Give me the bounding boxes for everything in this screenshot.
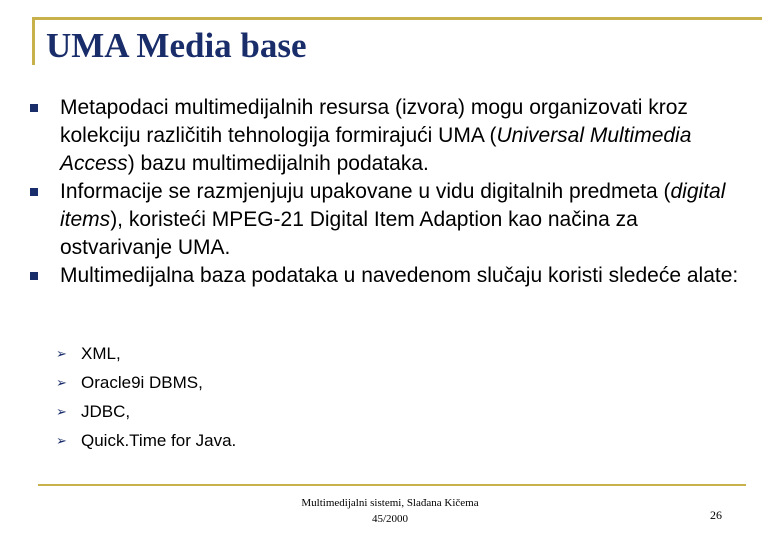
footer-credit [250, 495, 530, 527]
sub-item-text: JDBC, [81, 402, 131, 421]
sub-bullet-list [56, 339, 236, 455]
bullet-item [30, 262, 750, 290]
bullet-text-part: Metapodaci multimedijalnih resursa (izvora) mogu organizovati kroz kolekciju različitih tehnologija formirajući UMA ( [60, 96, 688, 147]
bullet-text-italic: Universal Multimedia Access [60, 124, 692, 175]
sub-list-item [56, 339, 236, 368]
bullet-item [30, 178, 750, 262]
arrow-bullet-icon: ➢ [56, 375, 67, 390]
bullet-text-part: Informacije se razmjenjuju upakovane u vidu digitalnih predmeta ( [60, 180, 671, 203]
square-bullet-icon [30, 272, 38, 280]
frame-top-border [32, 17, 762, 20]
sub-list-item [56, 426, 236, 455]
bullet-list [30, 94, 750, 290]
footer-divider [38, 484, 746, 486]
sub-item-text: Oracle9i DBMS, [81, 373, 203, 392]
footer-line-2: 45/2000 [371, 513, 409, 525]
bullet-text-part: ) bazu multimedijalnih podataka. [127, 152, 429, 175]
page-number: 26 [710, 508, 722, 522]
sub-list-item [56, 397, 236, 426]
square-bullet-icon [30, 188, 38, 196]
sub-item-text: Quick.Time for Java. [81, 431, 237, 450]
bullet-text-part: Multimedijalna baza podataka u navedenom slučaju koristi sledeće alate: [60, 264, 739, 287]
sub-list-item [56, 368, 236, 397]
frame-left-border [32, 17, 35, 65]
bullet-text-italic: digital items [60, 180, 726, 231]
slide-title: UMA Media base [46, 26, 307, 65]
sub-item-text: XML, [81, 344, 121, 363]
arrow-bullet-icon: ➢ [56, 433, 67, 448]
square-bullet-icon [30, 104, 38, 112]
bullet-text-part: ), koristeći MPEG-21 Digital Item Adaption kao načina za ostvarivanje UMA. [60, 208, 638, 259]
footer-line-1: Multimedijalni sistemi, Slađana Kičema [301, 497, 479, 509]
arrow-bullet-icon: ➢ [56, 346, 67, 361]
arrow-bullet-icon: ➢ [56, 404, 67, 419]
bullet-item [30, 94, 750, 178]
